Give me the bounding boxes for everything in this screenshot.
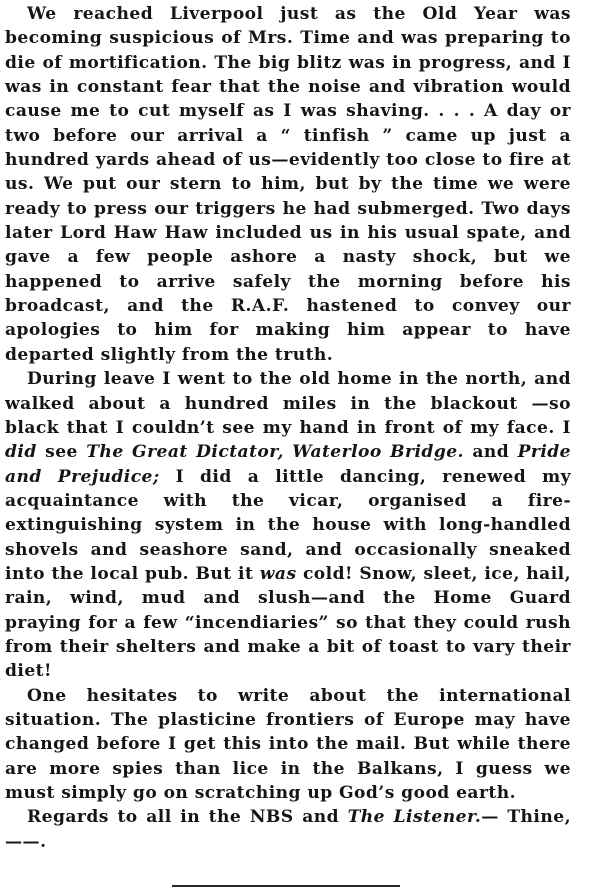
section-divider xyxy=(172,885,400,887)
paragraph-liverpool xyxy=(5,2,571,367)
paragraph-regards xyxy=(5,805,571,854)
text-run: We reached Liverpool just as the Old Year was becoming suspicious of Mrs. Time and was preparing to die of mortification. The big blitz was in progress, and I was in constant fear that the noise and vibration would cause me to cut myself as I was shaving. . . . A day or two before our arrival a “ tinfish ” came up just a hundred yards ahead of us—evidently too close to fire at us. We put our stern to him, but by the time we were ready to press our triggers he had submerged. Two days later Lord Haw Haw included us in his usual spate, and gave a few people ashore a nasty shock, but we happened to arrive safely the morning before his broadcast, and the R.A.F. hastened to convey our apologies to him for making him appear to have departed slightly from the truth. xyxy=(5,4,571,365)
text-run: One hesitates to write about the international situation. The plasticine frontiers of Europe may have changed before I get this into the mail. But while there are more spies than lice in the Balkans, I guess we must simply go on scratching up God’s good earth. xyxy=(5,685,571,803)
text-run: and xyxy=(463,442,518,463)
text-run: cold! Snow, sleet, ice, hail, rain, wind, mud and slush—and the Home Guard praying for a few “incendiaries” so that they could rush from their shelters and make a bit of toast to vary their diet! xyxy=(5,563,571,682)
text-run: Regards to all in the NBS and xyxy=(27,807,348,828)
paragraph-leave xyxy=(5,367,571,683)
publication-title: The Listener. xyxy=(347,807,482,828)
letter-text xyxy=(5,2,571,854)
text-run: see xyxy=(36,442,87,463)
text-run: — Thine, ——. xyxy=(5,807,571,852)
text-run: During leave I went to the old home in the north, and walked about a hundred miles in the blackout —so black that I couldn’t see my hand in front of my face. I xyxy=(5,369,571,438)
paragraph-international xyxy=(5,684,571,806)
emphasis-text: did xyxy=(5,442,37,463)
text-run: I did a little dancing, renewed my acquaintance with the vicar, organised a fire-extinguishing system in the house with long-handled shovels and seashore sand, and occasionally sneaked into the local pub. But it xyxy=(5,466,571,584)
film-title: Pride and Prejudice; xyxy=(5,442,571,487)
emphasis-text: was xyxy=(259,563,297,584)
film-title: The Great Dictator, Waterloo Bridge. xyxy=(86,442,464,463)
